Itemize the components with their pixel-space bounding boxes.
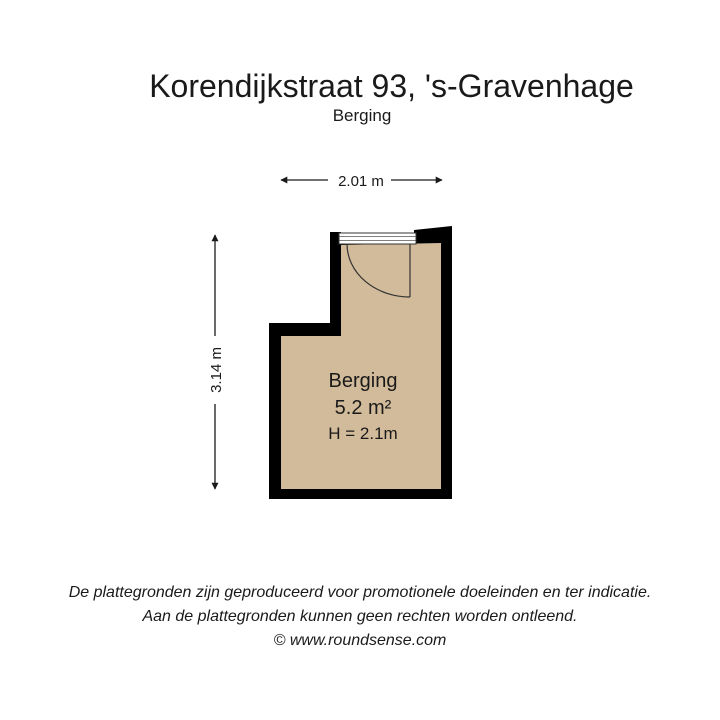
disclaimer-line-3: © www.roundsense.com bbox=[273, 632, 447, 649]
door-frame bbox=[339, 233, 416, 244]
floor-subtitle: Berging bbox=[332, 106, 392, 125]
width-dimension-label: 2.01 m bbox=[338, 173, 384, 190]
room-name: Berging bbox=[328, 370, 398, 392]
width-dimension bbox=[281, 173, 442, 190]
height-dimension bbox=[208, 235, 225, 489]
disclaimer-line-2: Aan de plattegronden kunnen geen rechten worden ontleend. bbox=[142, 608, 578, 625]
room-floor bbox=[281, 243, 441, 489]
room-area: 5.2 m² bbox=[334, 397, 392, 419]
room-height: H = 2.1m bbox=[328, 424, 398, 443]
disclaimer-line-1: De plattegronden zijn geproduceerd voor promotionele doeleinden en ter indicatie. bbox=[68, 584, 652, 601]
page-title: Korendijkstraat 93, 's-Gravenhage bbox=[149, 68, 634, 104]
height-dimension-label: 3.14 m bbox=[208, 347, 225, 393]
